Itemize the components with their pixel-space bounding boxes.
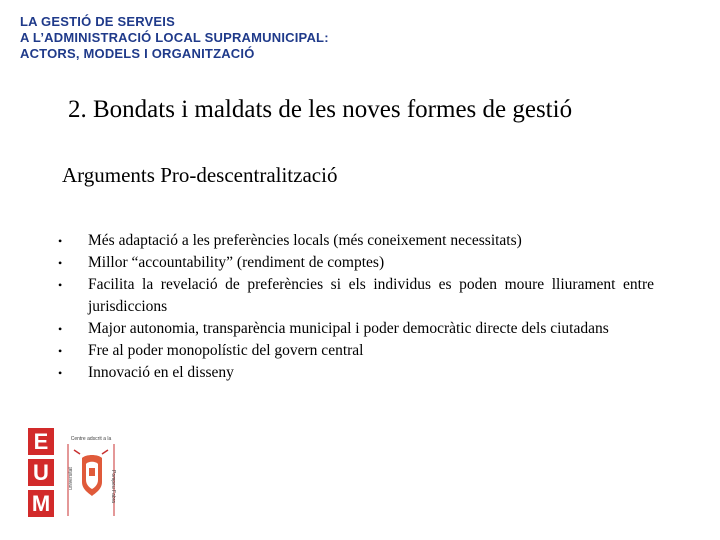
list-item xyxy=(58,340,654,362)
university-seal-icon xyxy=(64,430,118,522)
bullet-icon: • xyxy=(58,344,63,358)
list-item xyxy=(58,362,654,384)
bullet-icon: • xyxy=(58,366,63,380)
header-line-3: ACTORS, MODELS I ORGANITZACIÓ xyxy=(20,46,255,61)
logo-letter-u: U xyxy=(28,459,54,486)
list-item xyxy=(58,318,654,340)
bullet-icon: • xyxy=(58,234,63,248)
list-item xyxy=(58,230,654,252)
bullet-icon: • xyxy=(58,278,63,292)
seal-label-right: Pompeu Fabra xyxy=(110,470,116,504)
bullet-list xyxy=(58,230,654,384)
bullet-text: Més adaptació a les preferències locals (més coneixement necessitats) xyxy=(88,232,522,249)
bullet-text: Millor “accountability” (rendiment de comptes) xyxy=(88,254,385,271)
bullet-text: Innovació en el disseny xyxy=(88,364,234,381)
bullet-icon: • xyxy=(58,322,63,336)
bullet-text: Major autonomia, transparència municipal i poder democràtic directe dels ciutadans xyxy=(88,320,609,337)
slide-header xyxy=(20,14,329,62)
list-item xyxy=(58,252,654,274)
seal-label-left: universitat xyxy=(68,467,74,490)
slide-subtitle: Arguments Pro-descentralització xyxy=(62,163,338,187)
seal-caption: Centre adscrit a la xyxy=(70,436,112,442)
slide-title: 2. Bondats i maldats de les noves formes de gestió xyxy=(68,96,573,123)
logo-letter-e: E xyxy=(28,428,54,455)
list-item xyxy=(58,274,654,318)
header-line-1: LA GESTIÓ DE SERVEIS xyxy=(20,14,175,29)
bullet-text: Facilita la revelació de preferències si els individus es poden moure lliurament entre jurisdiccions xyxy=(88,276,654,315)
bullet-text: Fre al poder monopolístic del govern central xyxy=(88,342,364,359)
logo-letter-m: M xyxy=(28,490,54,517)
header-line-2: A L’ADMINISTRACIÓ LOCAL SUPRAMUNICIPAL: xyxy=(20,30,329,45)
bullet-icon: • xyxy=(58,256,63,270)
eum-logo xyxy=(28,428,54,521)
